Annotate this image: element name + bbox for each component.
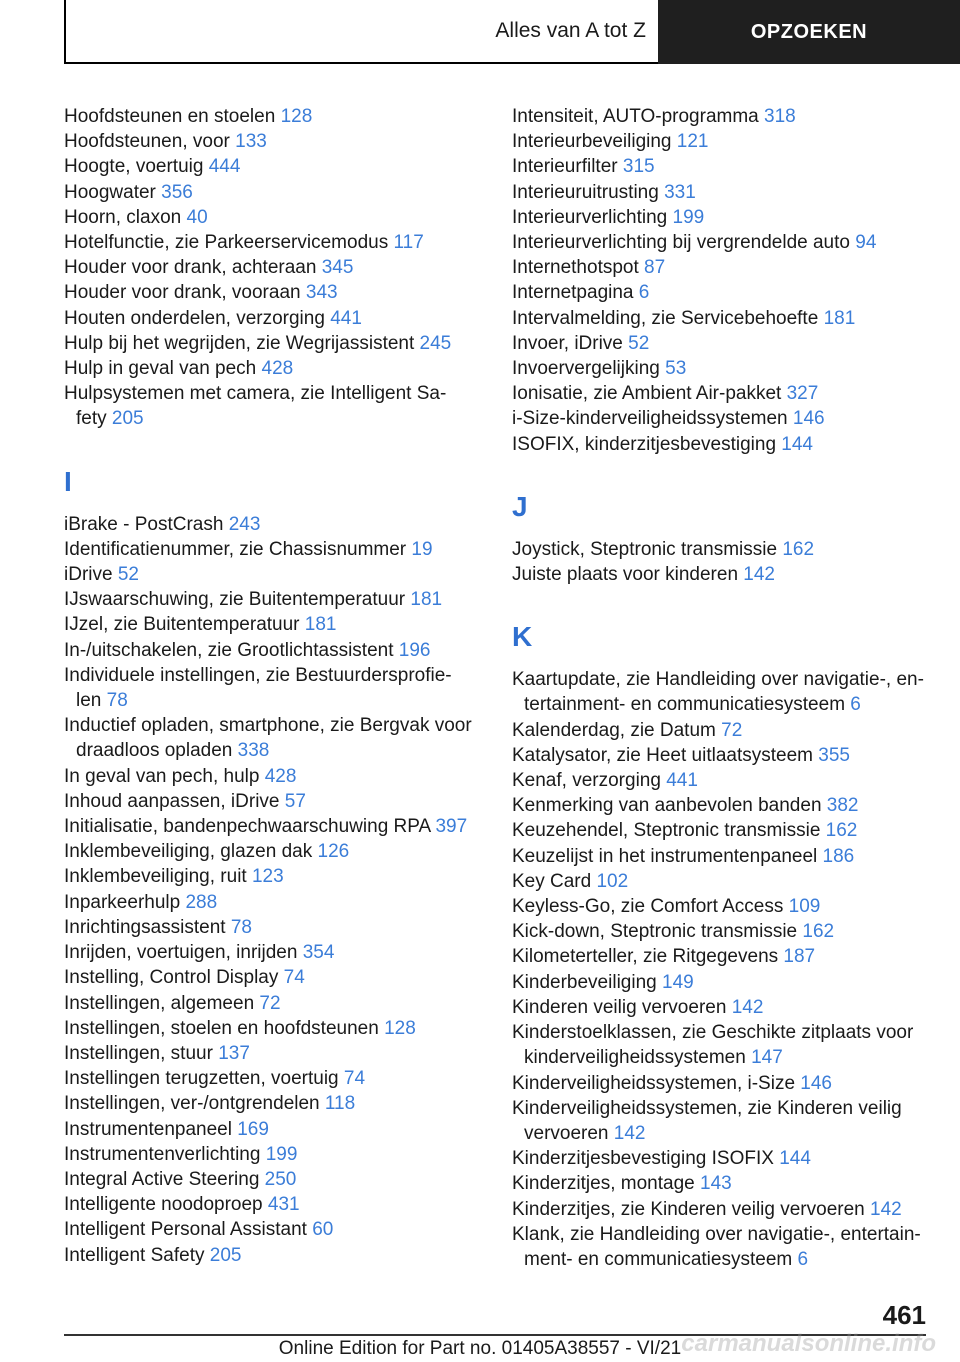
index-entry-term: Hulp bij het wegrijden, zie Wegrijassistent (64, 332, 415, 354)
index-entry-term: Hoofdsteunen en stoelen (64, 106, 276, 127)
index-entry-page-link[interactable]: 162 (825, 820, 858, 842)
index-entry-page-link[interactable]: 19 (411, 538, 433, 560)
index-entry (512, 818, 928, 843)
index-entry-term: Hotelfunctie, zie Parkeerservicemodus (64, 232, 389, 254)
index-entry-page-link[interactable]: 128 (280, 106, 313, 127)
index-entry-term: Hoofdsteunen, voor (64, 131, 230, 153)
index-entry-term: Interieurbeveiliging (512, 131, 672, 153)
index-entry-page-link[interactable]: 72 (259, 992, 281, 1014)
index-entry-term: In-/uitschakelen, zie Grootlichtassistent (64, 639, 394, 661)
index-entry (512, 1197, 928, 1222)
index-entry-page-link[interactable]: 243 (228, 513, 261, 535)
index-entry (64, 1041, 476, 1066)
index-entry-page-link[interactable]: 94 (855, 232, 877, 254)
index-entry (512, 894, 928, 919)
index-entry-page-link[interactable]: 57 (284, 790, 306, 812)
index-entry (512, 331, 928, 356)
index-entry (512, 667, 928, 717)
index-entry-term: Interieurfilter (512, 156, 618, 178)
index-entry (64, 562, 476, 587)
index-entry-page-link[interactable]: 72 (721, 719, 743, 741)
index-entry-term: Instellingen, stoelen en hoofdsteunen (64, 1017, 379, 1039)
index-entry-page-link[interactable]: 137 (218, 1042, 250, 1064)
footer-edition: Online Edition for Part no. 01405A38557 - VI/21 (278, 1338, 682, 1359)
index-entry-page-link[interactable]: 356 (161, 181, 193, 203)
index-entry-term: Houder voor drank, vooraan (64, 282, 301, 304)
index-entry-page-link[interactable]: 431 (267, 1194, 300, 1216)
index-entry-page-link[interactable]: 162 (802, 921, 835, 943)
index-entry-term: Instellingen terugzetten, voertuig (64, 1068, 339, 1090)
index-entry (64, 255, 476, 280)
index-entry (512, 1171, 928, 1196)
index-entry (64, 1167, 476, 1192)
watermark: carmanualsonline.info (681, 1330, 936, 1357)
index-entry-term: Inrijden, voertuigen, inrijden (64, 942, 298, 964)
page-header (64, 0, 960, 64)
index-entry (512, 230, 928, 255)
index-entry (512, 104, 928, 129)
index-entry (64, 713, 476, 763)
index-entry-page-link[interactable]: 149 (662, 971, 694, 993)
index-entry-page-link[interactable]: 40 (186, 206, 208, 228)
index-entry-term: Katalysator, zie Heet uitlaatsysteem (512, 744, 813, 766)
index-entry-term: Kinderen veilig vervoeren (512, 996, 727, 1018)
index-entry (64, 991, 476, 1016)
index-entry-page-link[interactable]: 186 (822, 845, 855, 867)
index-entry-page-link[interactable]: 354 (302, 942, 335, 964)
index-entry (512, 381, 928, 406)
index-entry-page-link[interactable]: 6 (850, 694, 861, 716)
index-entry-term: Kinderbeveiliging (512, 971, 657, 993)
index-entry (512, 970, 928, 995)
index-entry-page-link[interactable]: 74 (283, 967, 305, 989)
index-entry (64, 154, 476, 179)
index-entry-page-link[interactable]: 146 (800, 1072, 832, 1094)
index-entry-term: Intervalmelding, zie Servicebehoefte (512, 307, 819, 329)
index-entry-page-link[interactable]: 144 (781, 433, 813, 455)
index-entry (512, 1020, 928, 1070)
index-entry (512, 1096, 928, 1146)
index-entry-page-link[interactable]: 147 (751, 1047, 783, 1069)
index-entry-term: Hoogwater (64, 181, 156, 203)
index-entry-term: Kenmerking van aanbevolen banden (512, 795, 822, 817)
index-entry-term: Kick-down, Steptronic transmissie (512, 921, 798, 943)
index-entry-term: Kinderzitjes, montage (512, 1173, 695, 1195)
index-entry-page-link[interactable]: 382 (826, 795, 859, 817)
index-entry-page-link[interactable]: 196 (398, 639, 431, 661)
index-entry-page-link[interactable]: 343 (305, 282, 338, 304)
index-entry-page-link[interactable]: 345 (321, 257, 354, 279)
index-entry-page-link[interactable]: 250 (264, 1168, 297, 1190)
index-entry-term: Instellingen, ver-/ontgrendelen (64, 1093, 320, 1115)
index-entry (512, 180, 928, 205)
index-entry-term: Interieurverlichting bij vergrendelde auto (512, 232, 850, 254)
index-entry (64, 180, 476, 205)
index-entry-term: Kalenderdag, zie Datum (512, 719, 716, 741)
index-entry (64, 764, 476, 789)
index-entry-page-link[interactable]: 397 (435, 816, 468, 838)
index-entry (512, 280, 928, 305)
index-entry-term: Instrumentenverlichting (64, 1143, 261, 1165)
index-entry-term: Kaartupdate, zie Handleiding over navigatie-, en-tertainment- en communicatiesysteem (512, 669, 924, 716)
index-entry-term: Interieuruitrusting (512, 181, 659, 203)
index-entry-page-link[interactable]: 441 (330, 307, 362, 329)
index-entry (64, 612, 476, 637)
index-entry (512, 306, 928, 331)
index-entry-term: Instellingen, algemeen (64, 992, 255, 1014)
index-entry-page-link[interactable]: 118 (324, 1093, 356, 1115)
index-entry-term: Inparkeerhulp (64, 891, 181, 913)
index-entry (64, 306, 476, 331)
index-entry (64, 205, 476, 230)
index-entry (64, 814, 476, 839)
index-entry (512, 793, 928, 818)
index-entry-page-link[interactable]: 162 (782, 538, 815, 560)
index-entry-term: Key Card (512, 870, 592, 892)
index-entry-term: Joystick, Steptronic transmissie (512, 538, 778, 560)
index-entry-term: Integral Active Steering (64, 1168, 260, 1190)
index-entry-page-link[interactable]: 428 (264, 765, 297, 787)
index-entry-page-link[interactable]: 142 (870, 1198, 902, 1220)
index-entry (64, 537, 476, 562)
index-entry-page-link[interactable]: 199 (265, 1143, 298, 1165)
index-entry-page-link[interactable]: 288 (185, 891, 218, 913)
page-number: 461 (882, 1300, 926, 1330)
index-entry-page-link[interactable]: 117 (393, 232, 424, 254)
index-entry (64, 1117, 476, 1142)
index-entry-page-link[interactable]: 181 (410, 589, 443, 611)
index-entry (512, 1146, 928, 1171)
index-entry-page-link[interactable]: 245 (419, 332, 452, 354)
section-title: Alles van A tot Z (64, 0, 658, 64)
index-entry-term: ISOFIX, kinderzitjesbevestiging (512, 433, 777, 455)
index-entry-term: Instelling, Control Display (64, 967, 279, 989)
index-entry-page-link[interactable]: 52 (628, 332, 650, 354)
index-entry-term: Individuele instellingen, zie Bestuurdersprofie-len (64, 664, 452, 712)
index-entry-term: Invoer, iDrive (512, 332, 623, 354)
index-entry (512, 1071, 928, 1096)
index-entry (64, 965, 476, 990)
index-entry (512, 255, 928, 280)
index-entry-term: Intensiteit, AUTO-programma (512, 106, 759, 127)
index-entry (64, 940, 476, 965)
index-column-right (512, 104, 928, 1272)
index-entry-page-link[interactable]: 318 (764, 106, 796, 127)
index-entry-page-link[interactable]: 205 (209, 1244, 242, 1266)
index-entry-page-link[interactable]: 144 (779, 1148, 811, 1170)
index-entry-term: Hulpsystemen met camera, zie Intelligent Sa-fety (64, 383, 447, 430)
index-entry-term: Intelligente noodoproep (64, 1194, 263, 1216)
index-entry (64, 1243, 476, 1268)
index-entry-term: Kenaf, verzorging (512, 770, 661, 792)
index-entry-page-link[interactable]: 441 (666, 770, 698, 792)
index-entry-term: Inrichtingsassistent (64, 916, 226, 938)
index-entry-page-link[interactable]: 181 (304, 614, 337, 636)
index-entry (512, 154, 928, 179)
index-entry (64, 587, 476, 612)
index-entry-page-link[interactable]: 355 (818, 744, 850, 766)
index-entry (512, 869, 928, 894)
index-entry-page-link[interactable]: 52 (117, 564, 139, 586)
index-entry (512, 844, 928, 869)
index-entry-page-link[interactable]: 109 (788, 896, 821, 918)
index-entry-term: Internetpagina (512, 282, 634, 304)
index-entry (64, 129, 476, 154)
index-entry-term: Keuzelijst in het instrumentenpaneel (512, 845, 818, 867)
index-entry-term: Kinderveiligheidssystemen, zie Kinderen veilig vervoeren (512, 1097, 902, 1144)
index-entry-term: Hoorn, claxon (64, 206, 182, 228)
index-entry-page-link[interactable]: 121 (676, 131, 709, 153)
index-entry-term: Houten onderdelen, verzorging (64, 307, 325, 329)
index-entry (512, 768, 928, 793)
index-entry-page-link[interactable]: 142 (731, 996, 764, 1018)
index-entry (512, 562, 928, 587)
index-entry-term: Invoervergelijking (512, 358, 660, 380)
index-entry (512, 1222, 928, 1272)
index-entry-term: Kinderveiligheidssystemen, i-Size (512, 1072, 796, 1094)
index-entry-term: Instrumentenpaneel (64, 1118, 232, 1140)
index-entry (512, 919, 928, 944)
index-entry-page-link[interactable]: 327 (786, 383, 819, 405)
index-entry (64, 1192, 476, 1217)
index-entry (512, 432, 928, 457)
index-entry-term: Internethotspot (512, 257, 639, 279)
index-entry-page-link[interactable]: 133 (235, 131, 267, 153)
index-entry-page-link[interactable]: 53 (665, 358, 687, 380)
index-entry-page-link[interactable]: 331 (664, 181, 696, 203)
index-entry (64, 1066, 476, 1091)
index-entry (64, 1217, 476, 1242)
index-entry (512, 537, 928, 562)
index-entry-page-link[interactable]: 199 (672, 206, 705, 228)
index-entry (64, 356, 476, 381)
index-entry-term: Inklembeveiliging, glazen dak (64, 841, 313, 863)
index-entry (512, 406, 928, 431)
index-entry-term: Kinderstoelklassen, zie Geschikte zitplaats voor kinderveiligheidssystemen (512, 1022, 914, 1069)
index-entry-term: Initialisatie, bandenpechwaarschuwing RPA (64, 816, 431, 838)
index-entry-term: Interieurverlichting (512, 206, 668, 228)
index-entry-term: Instellingen, stuur (64, 1042, 213, 1064)
index-entry-term: Inhoud aanpassen, iDrive (64, 790, 280, 812)
index-entry-page-link[interactable]: 444 (208, 156, 241, 178)
index-entry-page-link[interactable]: 187 (783, 946, 816, 968)
index-entry-page-link[interactable]: 143 (700, 1173, 732, 1195)
index-entry-term: Kinderzitjesbevestiging ISOFIX (512, 1148, 774, 1170)
index-letter-heading: I (64, 465, 72, 497)
index-column-left (64, 104, 476, 1268)
index-entry-term: iBrake - PostCrash (64, 513, 224, 535)
index-entry (512, 356, 928, 381)
index-entry-page-link[interactable]: 78 (230, 916, 252, 938)
index-entry-term: Klank, zie Handleiding over navigatie-, entertain-ment- en communicatiesysteem (512, 1223, 921, 1270)
index-entry (64, 890, 476, 915)
index-entry-page-link[interactable]: 181 (823, 307, 856, 329)
index-entry (64, 1091, 476, 1116)
index-entry-term: Houder voor drank, achteraan (64, 257, 317, 279)
index-entry-term: Inductief opladen, smartphone, zie Bergvak voor draadloos opladen (64, 715, 472, 762)
index-entry (64, 1142, 476, 1167)
index-entry (512, 995, 928, 1020)
index-entry (64, 280, 476, 305)
index-entry-page-link[interactable]: 128 (384, 1017, 416, 1039)
index-entry (512, 743, 928, 768)
index-entry-page-link[interactable]: 6 (638, 282, 650, 304)
index-entry-term: In geval van pech, hulp (64, 765, 260, 787)
index-entry-term: Hulp in geval van pech (64, 358, 257, 380)
index-letter-heading: J (512, 490, 528, 522)
index-entry (64, 864, 476, 889)
index-entry (64, 663, 476, 713)
index-entry-term: Keuzehendel, Steptronic transmissie (512, 820, 821, 842)
index-entry (64, 104, 476, 129)
index-entry-page-link[interactable]: 315 (622, 156, 655, 178)
index-entry (512, 205, 928, 230)
index-entry (64, 331, 476, 356)
index-entry (512, 129, 928, 154)
chapter-tab[interactable]: OPZOEKEN (658, 0, 960, 64)
index-entry-term: IJswaarschuwing, zie Buitentemperatuur (64, 589, 406, 611)
index-entry-page-link[interactable]: 126 (317, 841, 350, 863)
index-entry-page-link[interactable]: 78 (106, 690, 128, 712)
index-entry-term: Intelligent Safety (64, 1244, 205, 1266)
index-entry-term: Kilometerteller, zie Ritgegevens (512, 946, 779, 968)
index-entry-term: Identificatienummer, zie Chassisnummer (64, 538, 407, 560)
index-entry (64, 512, 476, 537)
index-entry-term: Juiste plaats voor kinderen (512, 564, 739, 586)
index-entry-page-link[interactable]: 146 (792, 408, 825, 430)
index-entry-term: Inklembeveiliging, ruit (64, 866, 247, 888)
index-entry-page-link[interactable]: 87 (644, 257, 666, 279)
index-entry-page-link[interactable]: 142 (613, 1122, 646, 1144)
index-entry-page-link[interactable]: 102 (596, 870, 629, 892)
index-entry-page-link[interactable]: 74 (343, 1068, 366, 1090)
index-entry-page-link[interactable]: 428 (261, 358, 294, 380)
index-entry (64, 381, 476, 431)
index-entry-term: IJzel, zie Buitentemperatuur (64, 614, 300, 636)
index-entry-term: Intelligent Personal Assistant (64, 1219, 307, 1241)
index-entry-page-link[interactable]: 169 (237, 1118, 269, 1140)
index-entry (64, 789, 476, 814)
index-entry (64, 1016, 476, 1041)
index-entry (64, 230, 476, 255)
index-entry-page-link[interactable]: 205 (111, 408, 144, 430)
index-entry-term: iDrive (64, 564, 113, 586)
index-entry-term: Ionisatie, zie Ambient Air-pakket (512, 383, 782, 405)
index-entry-term: Kinderzitjes, zie Kinderen veilig vervoeren (512, 1198, 865, 1220)
index-entry (64, 839, 476, 864)
index-entry-term: Hoogte, voertuig (64, 156, 204, 178)
index-entry (64, 915, 476, 940)
index-letter-heading: K (512, 621, 533, 653)
index-entry-term: i-Size-kinderveiligheidssystemen (512, 408, 788, 430)
index-entry-term: Keyless-Go, zie Comfort Access (512, 896, 784, 918)
index-entry-page-link[interactable]: 142 (743, 564, 775, 586)
index-entry-page-link[interactable]: 60 (312, 1219, 334, 1241)
index-entry-page-link[interactable]: 338 (237, 740, 270, 762)
index-entry-page-link[interactable]: 6 (797, 1248, 809, 1270)
index-entry-page-link[interactable]: 123 (251, 866, 284, 888)
index-entry (512, 944, 928, 969)
index-entry (512, 718, 928, 743)
index-entry (64, 638, 476, 663)
